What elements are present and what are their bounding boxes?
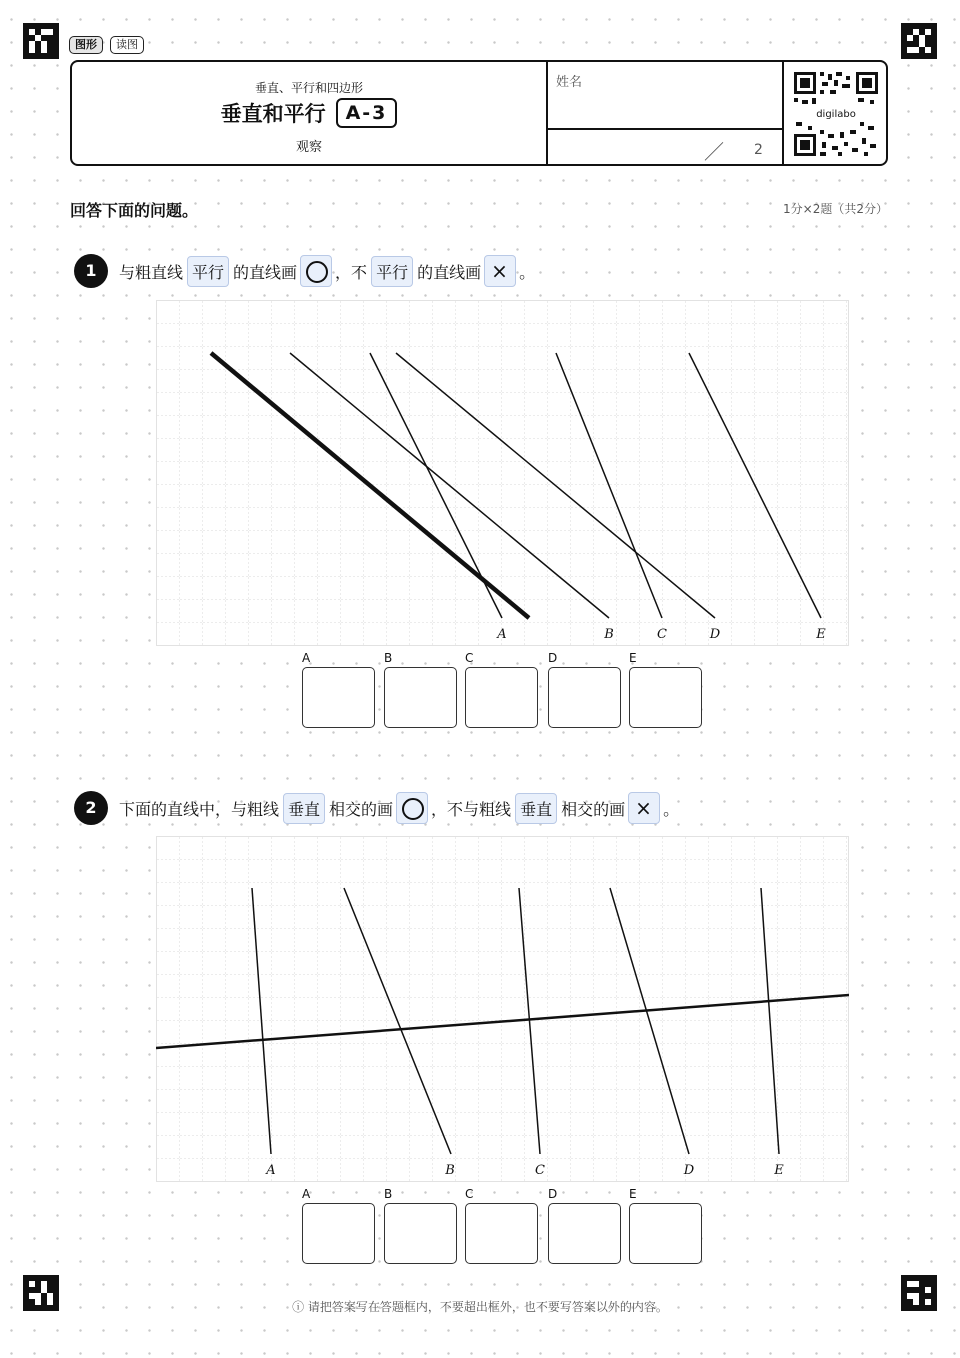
answer-label: D <box>548 651 558 665</box>
question-text: 下面的直线中，与粗线 <box>119 799 280 819</box>
answer-box-a[interactable] <box>302 667 375 728</box>
answer-box-b[interactable] <box>384 1203 457 1264</box>
question-text: 相交的画 <box>561 799 626 819</box>
divider <box>546 62 548 164</box>
line-label: B <box>445 1163 455 1178</box>
question-2-text <box>119 792 679 824</box>
corner-marker-top-right <box>901 23 937 59</box>
question-number: 2 <box>74 791 108 825</box>
points-info: 1分×2题（共2分） <box>783 202 888 216</box>
line-label: C <box>535 1163 545 1178</box>
score-total: 2 <box>754 142 763 158</box>
answer-label: E <box>629 651 637 665</box>
cross-mark-icon: × <box>628 792 660 824</box>
answer-box-d[interactable] <box>548 667 621 728</box>
question-2-diagram <box>156 836 849 1182</box>
footer-text: 请把答案写在答题框内，不要超出框外，也不要写答案以外的内容。 <box>307 1300 668 1314</box>
question-1-text <box>119 255 535 287</box>
line-label: E <box>774 1163 784 1178</box>
line-label: D <box>709 627 721 642</box>
level-badge: A-3 <box>336 98 398 128</box>
line-label: D <box>683 1163 695 1178</box>
question-text: ，不与粗线 <box>431 799 512 819</box>
name-label: 姓名 <box>556 75 583 90</box>
answer-box-c[interactable] <box>465 1203 538 1264</box>
divider <box>546 128 782 130</box>
unit-subtitle: 垂直、平行和四边形 <box>254 81 363 95</box>
answer-box-e[interactable] <box>629 667 702 728</box>
answer-box-d[interactable] <box>548 1203 621 1264</box>
footer-note <box>0 1298 960 1315</box>
line-label: B <box>604 627 614 642</box>
keyword-parallel: 平行 <box>371 256 413 287</box>
line-label: A <box>497 627 507 642</box>
keyword-parallel: 平行 <box>187 256 229 287</box>
category-tag: 图形 <box>69 36 103 54</box>
info-icon: ⓘ <box>292 1300 305 1314</box>
qr-code-icon <box>794 72 878 156</box>
circle-mark-icon <box>396 792 428 824</box>
question-1-diagram <box>156 300 849 646</box>
corner-marker-top-left <box>23 23 59 59</box>
line-label: A <box>266 1163 276 1178</box>
circle-mark-icon <box>300 255 332 287</box>
title-block <box>72 62 546 164</box>
answer-label: A <box>302 1187 311 1201</box>
answer-box-b[interactable] <box>384 667 457 728</box>
answer-box-a[interactable] <box>302 1203 375 1264</box>
worksheet-header <box>70 60 888 166</box>
answer-box-c[interactable] <box>465 667 538 728</box>
answer-label: B <box>384 651 393 665</box>
answer-label: E <box>629 1187 637 1201</box>
answer-label: D <box>548 1187 558 1201</box>
title-row <box>72 98 546 128</box>
answer-label: C <box>465 651 474 665</box>
line-label: E <box>816 627 826 642</box>
question-text: 与粗直线 <box>119 262 184 282</box>
question-text: 的直线画 <box>417 262 482 282</box>
cross-mark-icon: × <box>484 255 516 287</box>
answer-box-e[interactable] <box>629 1203 702 1264</box>
question-text: 的直线画 <box>233 262 298 282</box>
answer-label: A <box>302 651 311 665</box>
divider <box>782 62 784 164</box>
topic-label: 观察 <box>295 140 322 155</box>
question-text: ，不 <box>335 262 368 282</box>
answer-label: C <box>465 1187 474 1201</box>
qr-caption: digilabo <box>816 109 856 120</box>
question-number: 1 <box>74 254 108 288</box>
line-label: C <box>657 627 667 642</box>
page-title: 垂直和平行 <box>220 102 326 126</box>
skill-tag: 读图 <box>110 36 144 54</box>
answer-label: B <box>384 1187 393 1201</box>
keyword-perpendicular: 垂直 <box>283 793 325 824</box>
instructions: 回答下面的问题。 <box>70 201 199 220</box>
question-text: 。 <box>519 262 536 282</box>
question-text: 。 <box>663 799 680 819</box>
score-slash: ／ <box>704 140 724 164</box>
keyword-perpendicular: 垂直 <box>515 793 557 824</box>
question-text: 相交的画 <box>329 799 394 819</box>
